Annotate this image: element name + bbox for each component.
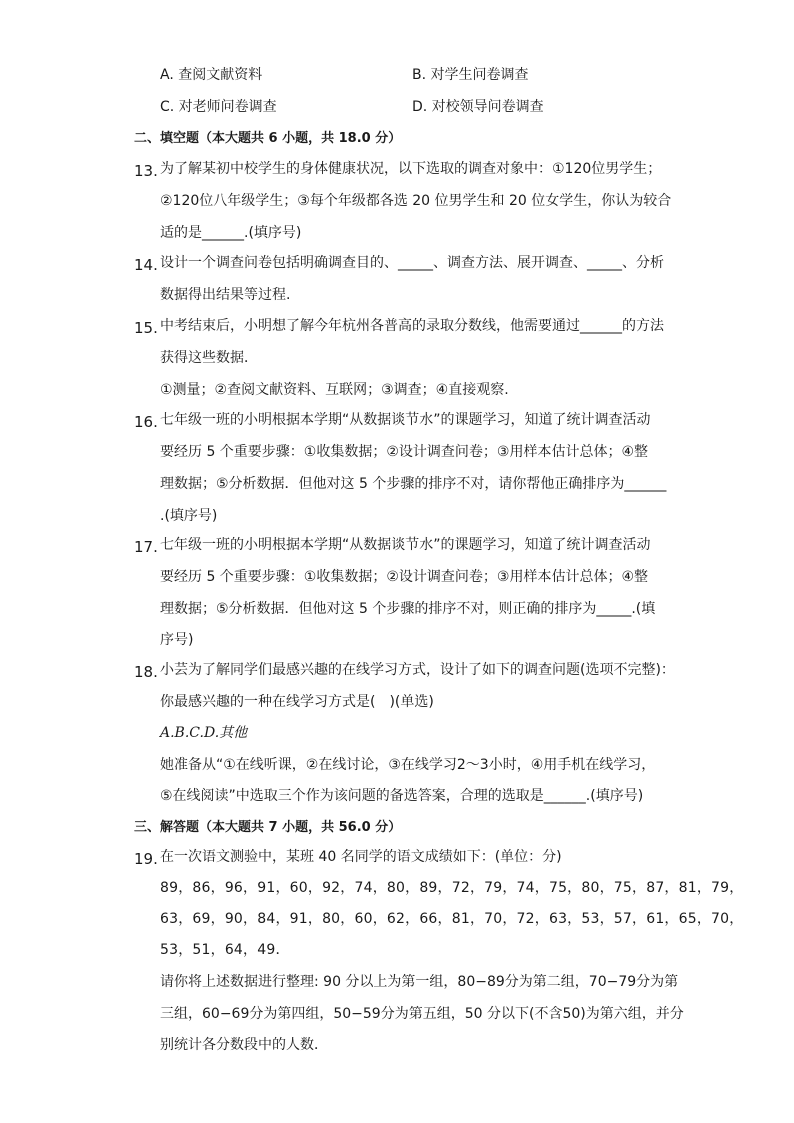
q16-line-3: 理数据；⑤分析数据．但他对这 5 个步骤的排序不对，请你帮他正确排序为______ (160, 476, 667, 492)
question-number-19: 19. (134, 850, 158, 868)
option-b: B. 对学生问卷调查 (412, 67, 529, 83)
q16-line-4: .(填序号) (160, 508, 218, 524)
question-number-13: 13. (134, 162, 158, 180)
q18-line-1: 小芸为了解同学们最感兴趣的在线学习方式，设计了如下的调查问题(选项不完整)： (160, 662, 675, 678)
q13-line-3: 适的是______.(填序号) (160, 225, 302, 241)
section-title-answer: 三、解答题（本大题共 7 小题，共 56.0 分） (134, 820, 402, 835)
question-number-17: 17. (134, 538, 158, 556)
q18-line-3: A.B.C.D.其他 (160, 725, 248, 741)
question-number-18: 18. (134, 663, 158, 681)
question-number-14: 14. (134, 256, 158, 274)
q14-line-1: 设计一个调查问卷包括明确调查目的、_____、调查方法、展开调查、_____、分析 (160, 255, 664, 271)
q19-scores-line-1: 89，86，96，91，60，92，74，80，89，72，79，74，75，80，75，87，81，79， (160, 880, 744, 896)
q13-line-2: ②120位八年级学生；③每个年级都各选 20 位男学生和 20 位女学生，你认为较合 (160, 193, 672, 209)
q18-line-4: 她准备从“①在线听课，②在线讨论，③在线学习2～3小时，④用手机在线学习， (160, 757, 656, 773)
question-number-15: 15. (134, 319, 158, 337)
q13-line-1: 为了解某初中校学生的身体健康状况，以下选取的调查对象中：①120位男学生； (160, 161, 662, 177)
q15-line-1: 中考结束后，小明想了解今年杭州各普高的录取分数线，他需要通过______的方法 (160, 318, 664, 334)
q19-scores-line-3: 53，51，64，49． (160, 942, 290, 958)
q14-line-2: 数据得出结果等过程. (160, 287, 291, 303)
q17-line-1: 七年级一班的小明根据本学期“从数据谈节水”的课题学习，知道了统计调查活动 (160, 537, 651, 553)
q16-line-2: 要经历 5 个重要步骤：①收集数据；②设计调查问卷；③用样本估计总体；④整 (160, 444, 649, 460)
option-a: A. 查阅文献资料 (160, 67, 263, 83)
q19-line-6: 三组，60−69分为第四组，50−59分为第五组，50 分以下(不含50)为第六组，并分 (160, 1006, 684, 1022)
q17-line-4: 序号) (160, 632, 194, 648)
q19-scores-line-2: 63，69，90，84，91，80，60，62，66，81，70，72，63，53，57，61，65，70， (160, 911, 744, 927)
option-d: D. 对校领导问卷调查 (412, 99, 544, 115)
question-number-16: 16. (134, 413, 158, 431)
option-c: C. 对老师问卷调查 (160, 99, 277, 115)
q19-line-7: 别统计各分数段中的人数． (160, 1037, 328, 1053)
q18-line-5: ⑤在线阅读”中选取三个作为该问题的备选答案，合理的选取是______.(填序号) (160, 788, 644, 804)
section-title-fill-in: 二、填空题（本大题共 6 小题，共 18.0 分） (134, 131, 402, 146)
q17-line-2: 要经历 5 个重要步骤：①收集数据；②设计调查问卷；③用样本估计总体；④整 (160, 569, 649, 585)
q19-line-1: 在一次语文测验中，某班 40 名同学的语文成绩如下：(单位：分) (160, 849, 562, 865)
q17-line-3: 理数据；⑤分析数据．但他对这 5 个步骤的排序不对，则正确的排序为_____.(填 (160, 601, 656, 617)
q15-line-3: ①测量；②查阅文献资料、互联网；③调查；④直接观察. (160, 382, 509, 398)
q18-line-2: 你最感兴趣的一种在线学习方式是( )(单选) (160, 694, 434, 710)
q16-line-1: 七年级一班的小明根据本学期“从数据谈节水”的课题学习，知道了统计调查活动 (160, 412, 651, 428)
q15-line-2: 获得这些数据． (160, 350, 258, 366)
q19-line-5: 请你将上述数据进行整理: 90 分以上为第一组，80−89分为第二组，70−79分为第 (160, 974, 679, 990)
